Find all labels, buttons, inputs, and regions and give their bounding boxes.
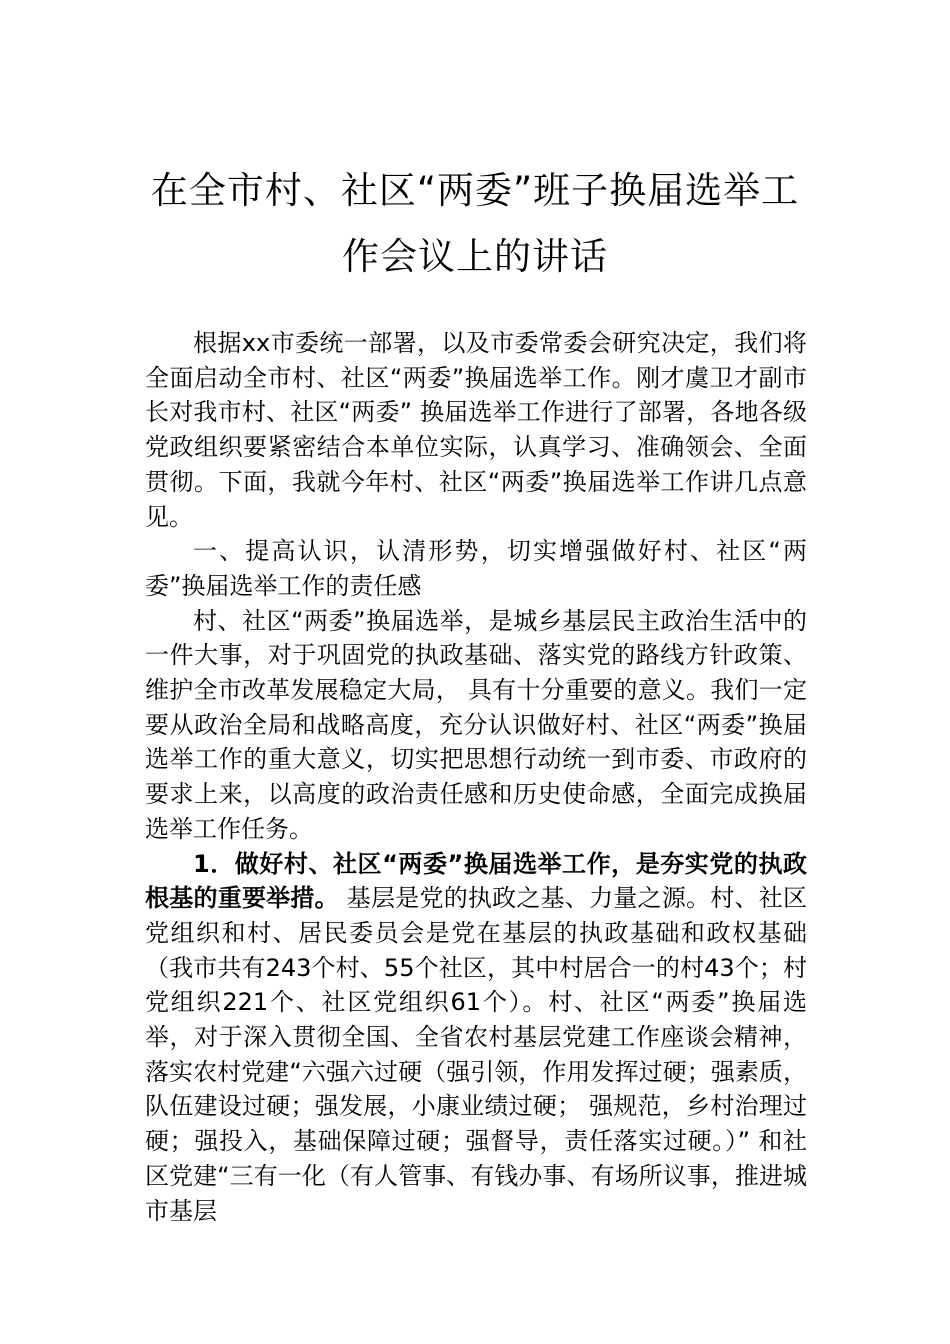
section-heading-1-text: 一、提高认识，认清形势，切实增强做好村、社区“两委”换届选举工作的责任感 [145, 537, 807, 600]
paragraph-intro-text: 根据xx市委统一部署，以及市委常委会研究决定，我们将全面启动全市村、社区“两委”换届选举工作。刚才虞卫才副市长对我市村、社区“两委” 换届选举工作进行了部署，各地各级党政组织要紧密结合本单位实际，认真学习、准确领会、全面贯彻。下面，我就今年村、社区“两委”换届选举工作讲几点意见。 [145, 329, 807, 531]
paragraph-intro [145, 326, 807, 534]
paragraph-point-1 [145, 847, 807, 1229]
document-title: 在全市村、社区“两委”班子换届选举工作会议上的讲话 [150, 169, 800, 278]
paragraph-significance-text: 村、社区“两委”换届选举，是城乡基层民主政治生活中的一件大事，对于巩固党的执政基础、落实党的路线方针政策、维护全市改革发展稳定大局， 具有十分重要的意义。我们一定要从政治全局和战略高度，充分认识做好村、社区“两委”换届选举工作的重大意义，切实把思想行动统一到市委、市政府的要求上来，以高度的政治责任感和历史使命感，全面完成换届选举工作任务。 [145, 606, 807, 843]
document-body [145, 326, 807, 1228]
paragraph-significance [145, 604, 807, 847]
point-1-text: 基层是党的执政之基、力量之源。村、社区党组织和村、居民委员会是党在基层的执政基础和政权基础（我市共有243个村、55个社区，其中村居合一的村43个；村党组织221个、社区党组织61个）。村、社区“两委”换届选举，对于深入贯彻全国、全省农村基层党建工作座谈会精神，落实农村党建“六强六过硬（强引领，作用发挥过硬；强素质，队伍建设过硬；强发展，小康业绩过硬； 强规范，乡村治理过硬；强投入，基础保障过硬；强督导，责任落实过硬。）” 和社区党建“三有一化（有人管事、有钱办事、有场所议事，推进城市基层 [145, 884, 807, 1225]
section-heading-1 [145, 534, 807, 603]
point-1-lead: 1．做好村、社区“两委”换届选举工作，是夯实党的执政根基的重要举措。 [145, 849, 807, 913]
